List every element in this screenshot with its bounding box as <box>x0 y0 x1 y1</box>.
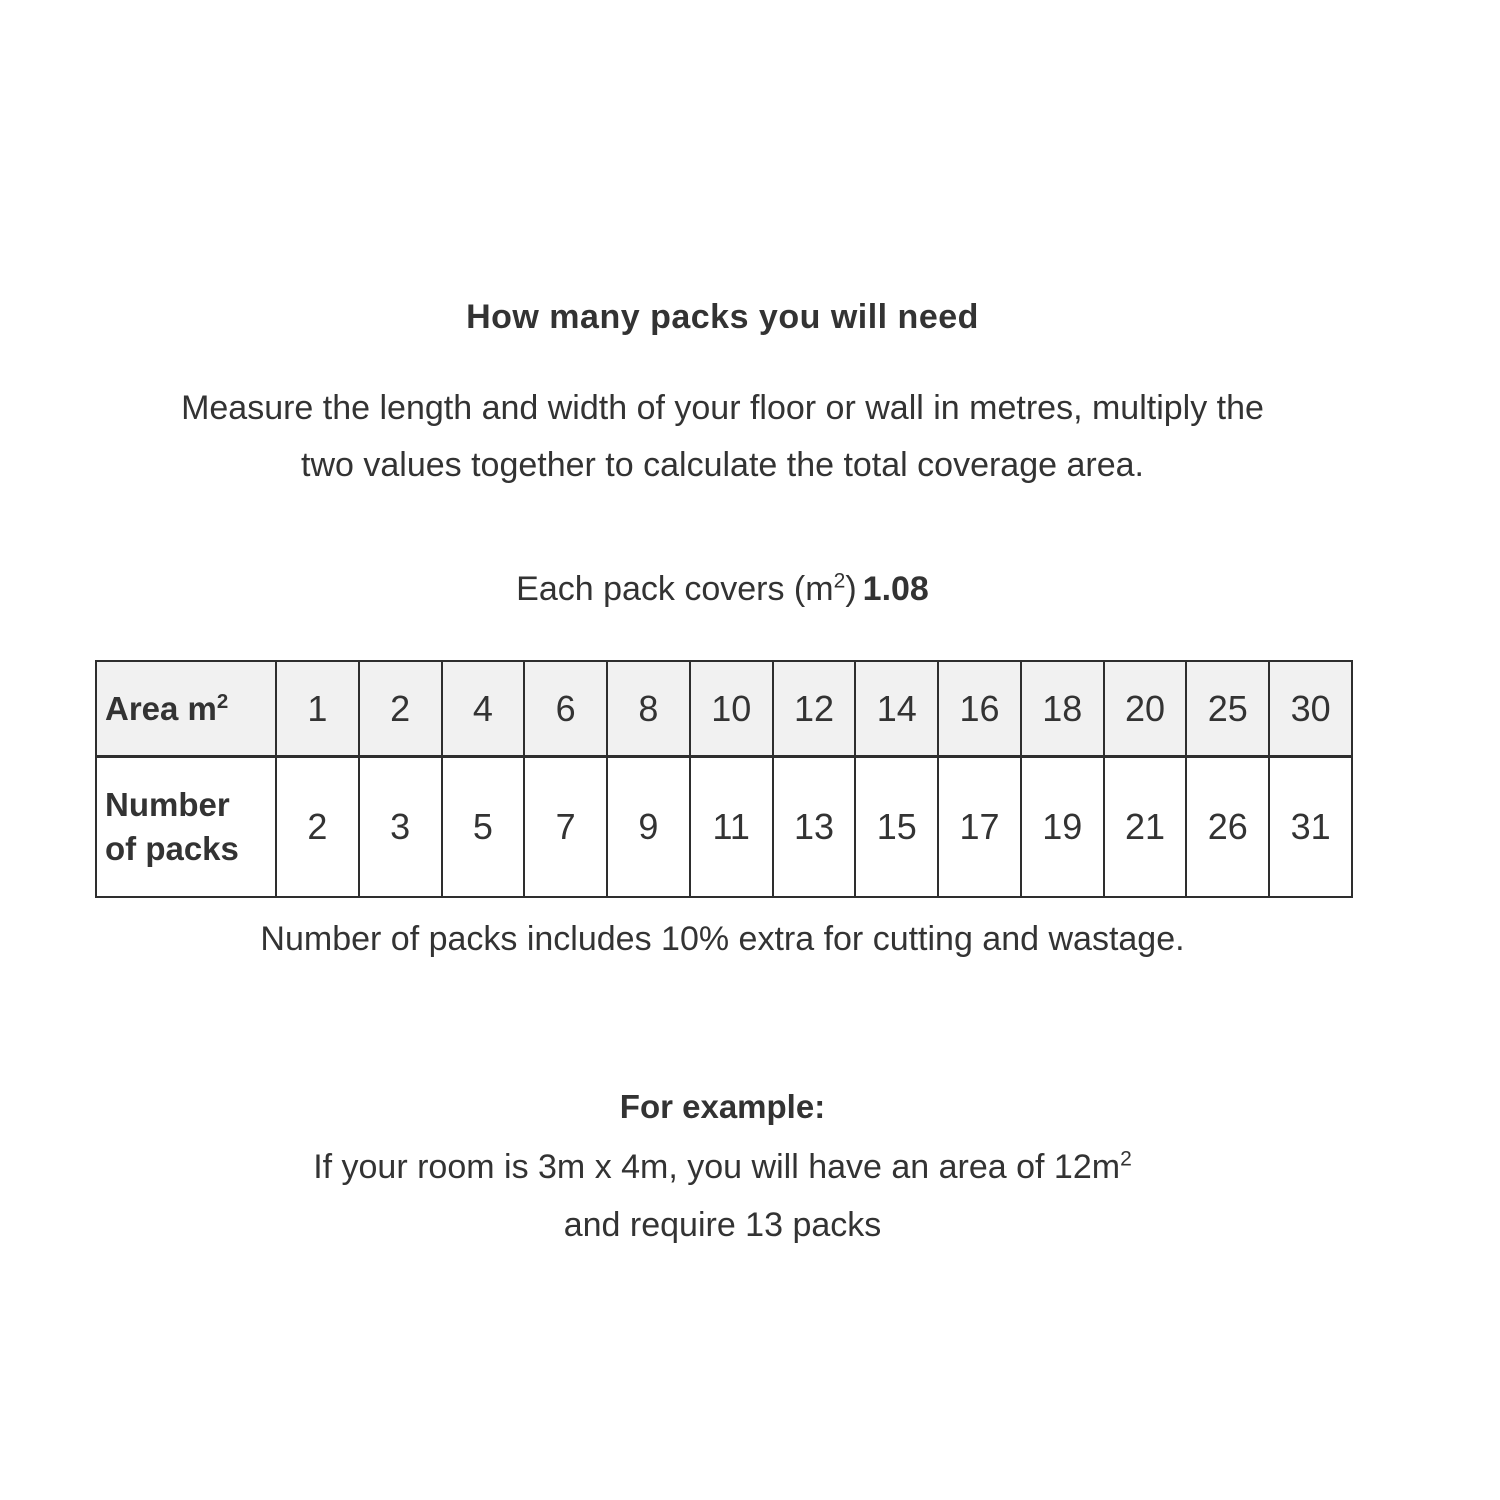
packs-cell: 31 <box>1269 757 1352 898</box>
packs-cell: 19 <box>1021 757 1104 898</box>
intro-paragraph <box>0 380 1445 494</box>
example-superscript: 2 <box>1120 1147 1132 1171</box>
packs-row-header <box>96 757 276 898</box>
packs-cell: 3 <box>359 757 442 898</box>
page-title: How many packs you will need <box>466 298 979 336</box>
area-cell: 4 <box>442 661 525 757</box>
packs-row-header-line-1: Number <box>105 786 230 823</box>
area-cell: 12 <box>773 661 856 757</box>
area-cell: 2 <box>359 661 442 757</box>
intro-line-2: two values together to calculate the total coverage area. <box>301 446 1144 484</box>
packs-cell: 15 <box>855 757 938 898</box>
area-cell: 10 <box>690 661 773 757</box>
packs-cell: 26 <box>1186 757 1269 898</box>
packs-cell: 7 <box>524 757 607 898</box>
example-line-2: and require 13 packs <box>563 1206 882 1244</box>
area-header-superscript: 2 <box>216 689 229 713</box>
area-cell: 16 <box>938 661 1021 757</box>
area-cell: 6 <box>524 661 607 757</box>
packs-cell: 21 <box>1104 757 1187 898</box>
area-cell: 30 <box>1269 661 1352 757</box>
packs-cell: 17 <box>938 757 1021 898</box>
packs-cell: 11 <box>690 757 773 898</box>
area-cell: 1 <box>276 661 359 757</box>
example-line-1 <box>0 1148 1445 1187</box>
packs-cell: 9 <box>607 757 690 898</box>
coverage-label-prefix: Each pack covers (m <box>516 570 834 608</box>
area-row-header-label: Area m <box>105 689 217 727</box>
intro-line-1: Measure the length and width of your floor or wall in metres, multiply the <box>181 389 1264 427</box>
table-row-packs <box>96 757 1352 898</box>
wastage-note: Number of packs includes 10% extra for cutting and wastage. <box>260 920 1185 958</box>
area-row-header <box>96 661 276 757</box>
coverage-superscript: 2 <box>833 569 846 593</box>
area-cell: 18 <box>1021 661 1104 757</box>
area-cell: 25 <box>1186 661 1269 757</box>
coverage-line <box>0 570 1445 609</box>
coverage-label-close: ) <box>845 570 857 608</box>
area-cell: 20 <box>1104 661 1187 757</box>
example-heading: For example: <box>619 1088 826 1125</box>
example-line-1-text: If your room is 3m x 4m, you will have an area of 12m <box>313 1148 1121 1186</box>
packs-cell: 2 <box>276 757 359 898</box>
area-cell: 14 <box>855 661 938 757</box>
area-cell: 8 <box>607 661 690 757</box>
packs-table <box>95 660 1353 898</box>
packs-cell: 5 <box>442 757 525 898</box>
coverage-value: 1.08 <box>862 570 929 608</box>
packs-cell: 13 <box>773 757 856 898</box>
table-row-area <box>96 661 1352 757</box>
packs-row-header-line-2: of packs <box>105 830 239 867</box>
